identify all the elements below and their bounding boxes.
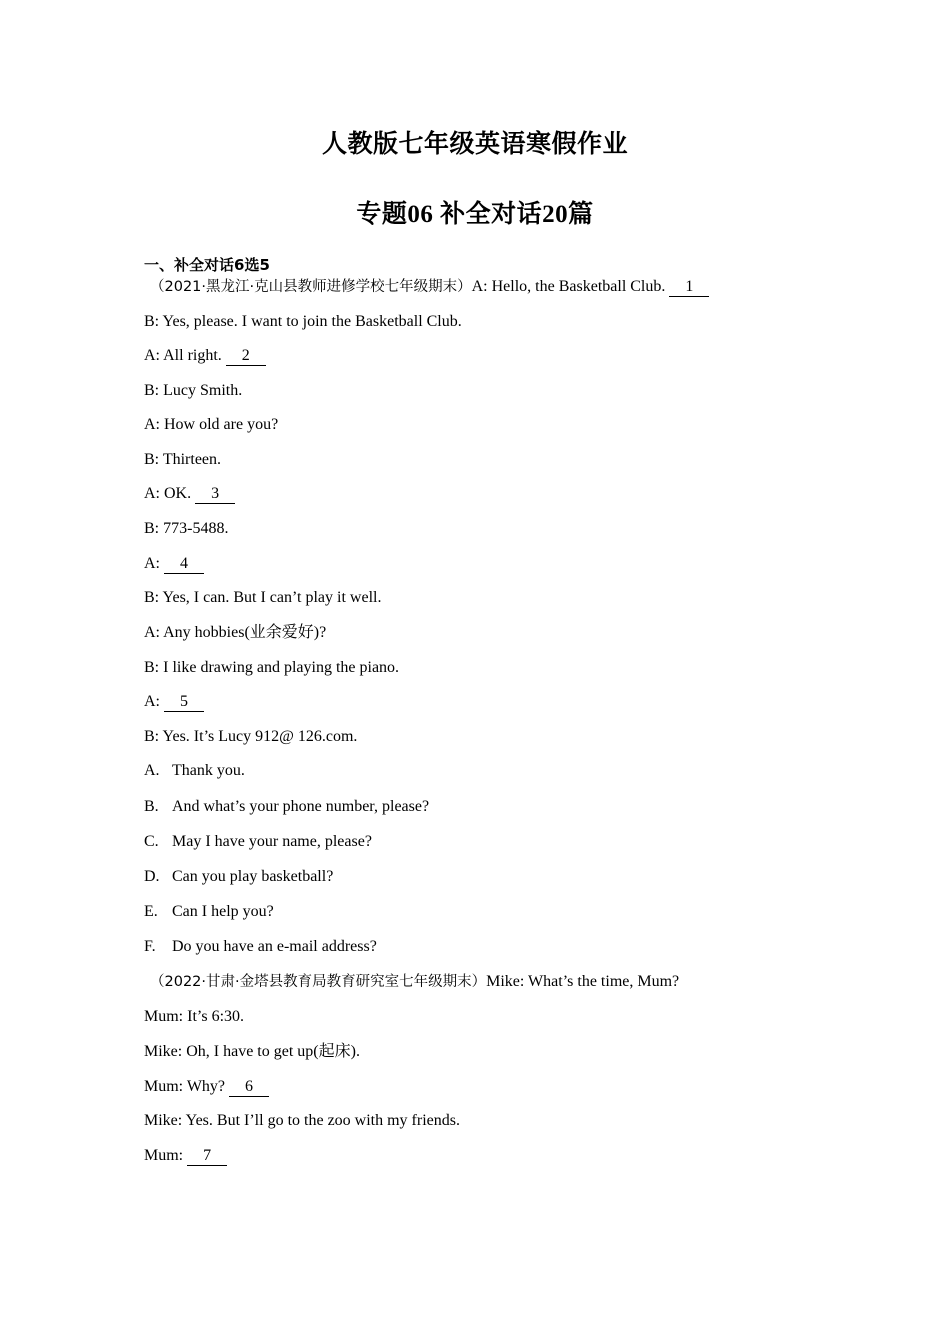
option-item	[144, 832, 372, 852]
dialogue-text: Mum: It’s 6:30.	[144, 1008, 245, 1025]
option-item	[144, 937, 377, 957]
dialogue-text: B: Lucy Smith.	[144, 382, 243, 399]
option-text: May I have your name, please?	[172, 833, 372, 850]
dialogue-text: B: Yes, I can. But I can’t play it well.	[144, 589, 382, 606]
dialogue-text: A: All right.	[144, 347, 226, 364]
dialogue-text: B: I like drawing and playing the piano.	[144, 659, 400, 676]
option-text: Can you play basketball?	[172, 868, 334, 885]
option-letter: E.	[144, 903, 158, 920]
answer-blank: 6	[229, 1078, 269, 1097]
option-text: And what’s your phone number, please?	[172, 798, 430, 815]
page-subtitle: 专题06 补全对话20篇	[356, 201, 594, 228]
option-letter: D.	[144, 868, 160, 885]
answer-blank: 4	[164, 555, 204, 574]
dialogue-line	[144, 692, 204, 712]
option-item	[144, 797, 429, 817]
dialogue-line	[144, 1111, 460, 1131]
dialogue-line	[144, 484, 235, 504]
dialogue-line	[144, 623, 326, 643]
dialogue-text: A: Hello, the Basketball Club.	[471, 278, 670, 295]
dialogue-line	[144, 346, 266, 366]
dialogue-text: A: OK.	[144, 485, 196, 502]
source-label: （2022·甘肃·金塔县教育局教育研究室七年级期末）	[150, 974, 487, 990]
option-letter: F.	[144, 938, 156, 955]
dialogue-line	[144, 1042, 360, 1062]
dialogue-text: A: Any hobbies(业余爱好)?	[144, 624, 327, 641]
source-label: （2021·黑龙江·克山县教师进修学校七年级期末）	[150, 279, 472, 295]
dialogue-text: Mum: Why?	[144, 1078, 230, 1095]
dialogue-text: A:	[144, 555, 164, 572]
option-letter: C.	[144, 833, 159, 850]
answer-blank: 5	[164, 693, 204, 712]
dialogue-text: A: How old are you?	[144, 416, 279, 433]
dialogue-line	[144, 519, 228, 539]
dialogue-line	[150, 277, 709, 297]
option-letter: B.	[144, 798, 159, 815]
option-item	[144, 761, 245, 781]
dialogue-text: Mike: Oh, I have to get up(起床).	[144, 1043, 360, 1060]
dialogue-line	[144, 1007, 244, 1027]
dialogue-text: B: Yes, please. I want to join the Basketball Club.	[144, 313, 462, 330]
option-item	[144, 902, 274, 922]
dialogue-line	[144, 1077, 269, 1097]
dialogue-text: Mum:	[144, 1147, 188, 1164]
dialogue-line	[144, 658, 399, 678]
option-item	[144, 867, 333, 887]
answer-blank: 7	[187, 1147, 227, 1166]
answer-blank: 2	[226, 347, 266, 366]
dialogue-text: B: Thirteen.	[144, 451, 222, 468]
dialogue-line	[144, 381, 242, 401]
dialogue-line	[144, 554, 204, 574]
section-heading: 一、补全对话6选5	[144, 256, 270, 274]
dialogue-line	[144, 1146, 227, 1166]
dialogue-line	[144, 588, 381, 608]
dialogue-text: A:	[144, 693, 164, 710]
answer-blank: 1	[669, 278, 709, 297]
option-letter: A.	[144, 762, 160, 779]
dialogue-text: Mike: What’s the time, Mum?	[486, 973, 680, 990]
option-text: Can I help you?	[172, 903, 274, 920]
dialogue-line	[150, 972, 679, 992]
dialogue-text: Mike: Yes. But I’ll go to the zoo with my friends.	[144, 1112, 460, 1129]
dialogue-line	[144, 415, 278, 435]
dialogue-line	[144, 727, 357, 747]
dialogue-line	[144, 450, 221, 470]
dialogue-text: B: Yes. It’s Lucy 912@ 126.com.	[144, 728, 358, 745]
option-text: Thank you.	[172, 762, 245, 779]
dialogue-line	[144, 312, 462, 332]
dialogue-text: B: 773-5488.	[144, 520, 229, 537]
option-text: Do you have an e-mail address?	[172, 938, 377, 955]
page-title: 人教版七年级英语寒假作业	[321, 131, 628, 158]
answer-blank: 3	[195, 485, 235, 504]
